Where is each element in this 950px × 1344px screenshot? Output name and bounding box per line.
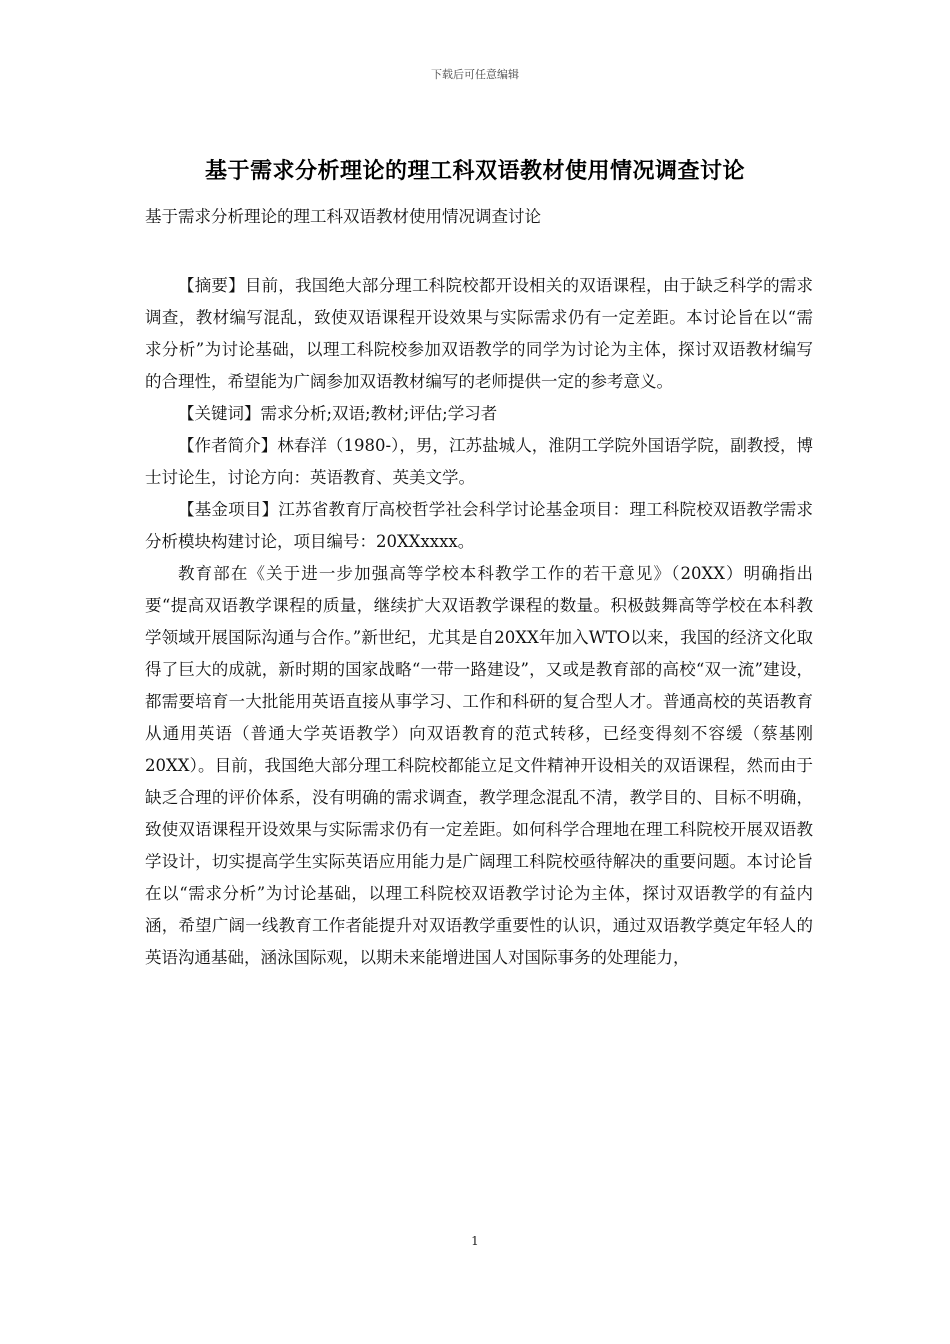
page-header: 下载后可任意编辑	[431, 68, 519, 81]
document-subtitle: 基于需求分析理论的理工科双语教材使用情况调查讨论	[145, 207, 541, 226]
abstract-paragraph: 【摘要】目前，我国绝大部分理工科院校都开设相关的双语课程，由于缺乏科学的需求调查，教材编写混乱，致使双语课程开设效果与实际需求仍有一定差距。本讨论旨在以“需求分析”为讨论基础，以理工科院校参加双语教学的同学为讨论为主体，探讨双语教材编写的合理性，希望能为广阔参加双语教材编写的老师提供一定的参考意义。	[145, 276, 813, 391]
body-paragraph: 教育部在《关于进一步加强高等学校本科教学工作的若干意见》（20XX）明确指出要“提高双语教学课程的质量，继续扩大双语教学课程的数量。积极鼓舞高等学校在本科教学领域开展国际沟通与合作。”新世纪，尤其是自20XX年加入WTO以来，我国的经济文化取得了巨大的成就，新时期的国家战略“一带一路建设”，又或是教育部的高校“双一流”建设，都需要培育一大批能用英语直接从事学习、工作和科研的复合型人才。普通高校的英语教育从通用英语（普通大学英语教学）向双语教育的范式转移，已经变得刻不容缓（蔡基刚20XX）。目前，我国绝大部分理工科院校都能立足文件精神开设相关的双语课程，然而由于缺乏合理的评价体系，没有明确的需求调查，教学理念混乱不清，教学目的、目标不明确，致使双语课程开设效果与实际需求仍有一定差距。如何科学合理地在理工科院校开展双语教学设计，切实提高学生实际英语应用能力是广阔理工科院校亟待解决的重要问题。本讨论旨在以“需求分析”为讨论基础，以理工科院校双语教学讨论为主体，探讨双语教学的有益内涵，希望广阔一线教育工作者能提升对双语教学重要性的认识，通过双语教学奠定年轻人的英语沟通基础，涵泳国际观，以期未来能增进国人对国际事务的处理能力，	[145, 564, 813, 967]
fund-paragraph: 【基金项目】江苏省教育厅高校哲学社会科学讨论基金项目：理工科院校双语教学需求分析模块构建讨论，项目编号：20XXxxxx。	[145, 500, 813, 551]
document-body	[145, 270, 813, 974]
author-paragraph: 【作者简介】林春洋（1980-），男，江苏盐城人，淮阴工学院外国语学院，副教授，博士讨论生，讨论方向：英语教育、英美文学。	[145, 436, 813, 487]
document-title: 基于需求分析理论的理工科双语教材使用情况调查讨论	[204, 158, 745, 184]
keywords-paragraph: 【关键词】需求分析;双语;教材;评估;学习者	[178, 404, 498, 423]
page-number: 1	[471, 1234, 479, 1248]
